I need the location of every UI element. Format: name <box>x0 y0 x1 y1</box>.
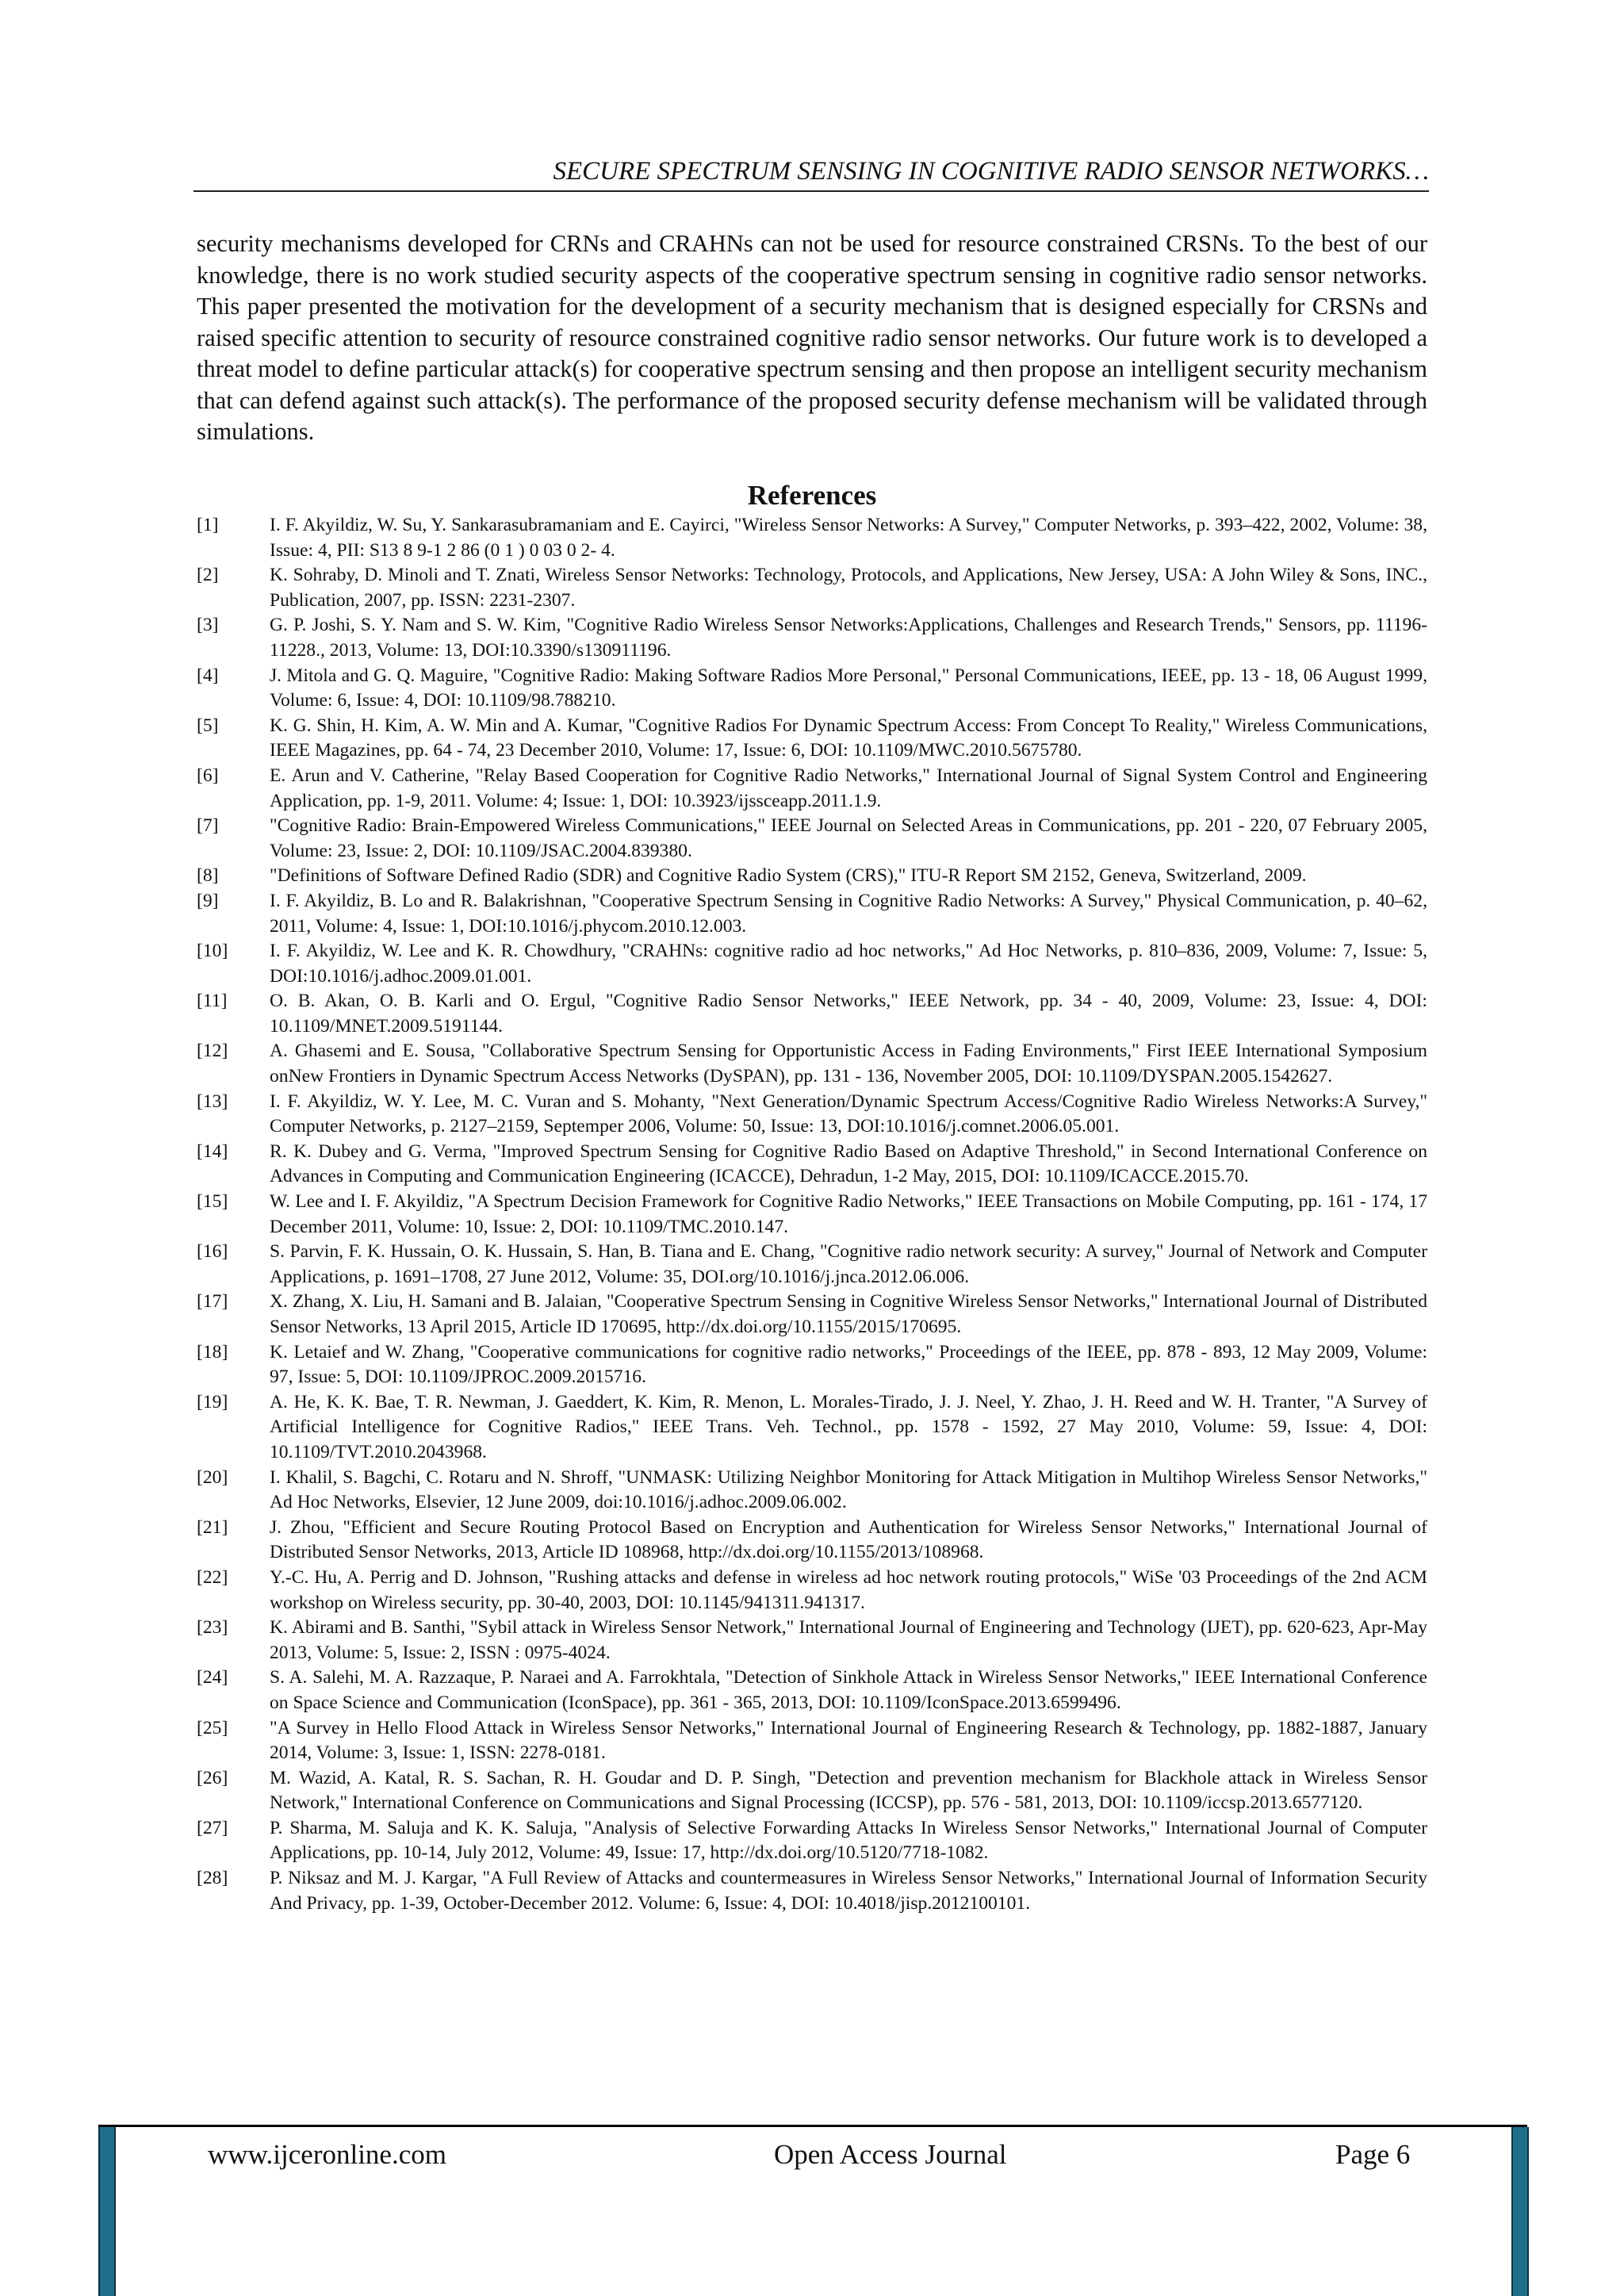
reference-item <box>197 889 1427 939</box>
reference-number: [17] <box>197 1291 228 1313</box>
reference-number: [13] <box>197 1091 228 1112</box>
reference-item <box>197 764 1427 814</box>
reference-text: R. K. Dubey and G. Verma, "Improved Spectrum Sensing for Cognitive Radio Based on Adaptive Threshold," in Second International Conference on Advances in Computing and Communication Engineering (ICACCE), Dehradun, 1-2 May, 2015, DOI: 10.1109/ICACCE.2015.70. <box>270 1140 1427 1187</box>
footer-page-number: Page 6 <box>1335 2139 1411 2170</box>
reference-number: [22] <box>197 1566 228 1588</box>
reference-item <box>197 613 1427 663</box>
reference-number: [8] <box>197 865 219 887</box>
intro-paragraph: security mechanisms developed for CRNs and CRAHNs can not be used for resource constrained CRSNs. To the best of our knowledge, there is no work studied security aspects of the cooperative spectrum sensing in cognitive radio sensor networks. This paper presented the motivation for the development of a security mechanism that is designed especially for CRSNs and raised specific attention to security of resource constrained cognitive radio sensor networks. Our future work is to developed a threat model to define particular attack(s) for cooperative spectrum sensing and then propose an intelligent security mechanism that can defend against such attack(s). The performance of the proposed security defense mechanism will be validated through simulations. <box>197 230 1427 445</box>
reference-item <box>197 1566 1427 1616</box>
reference-item <box>197 1240 1427 1290</box>
reference-item <box>197 939 1427 989</box>
reference-text: "A Survey in Hello Flood Attack in Wireless Sensor Networks," International Journal of Engineering Research & Technology, pp. 1882-1887, January 2014, Volume: 3, Issue: 1, ISSN: 2278-0181. <box>270 1717 1427 1764</box>
reference-item <box>197 1140 1427 1190</box>
reference-text: A. Ghasemi and E. Sousa, "Collaborative Spectrum Sensing for Opportunistic Access in Fading Environments," First IEEE International Symposium onNew Frontiers in Dynamic Spectrum Access Networks (DySPAN), pp. 131 - 136, November 2005, DOI: 10.1109/DYSPAN.2005.1542627. <box>270 1041 1427 1087</box>
running-head: SECURE SPECTRUM SENSING IN COGNITIVE RADIO SENSOR NETWORKS… <box>553 157 1429 186</box>
reference-text: P. Niksaz and M. J. Kargar, "A Full Review of Attacks and countermeasures in Wireless Sensor Networks," International Journal of Information Security And Privacy, pp. 1-39, October-December 2012. Volume: 6, Issue: 4, DOI: 10.4018/jisp.2012100101. <box>270 1868 1427 1914</box>
reference-number: [5] <box>197 715 219 736</box>
reference-text: K. Letaief and W. Zhang, "Cooperative communications for cognitive radio networks," Proceedings of the IEEE, pp. 878 - 893, 12 May 2009, Volume: 97, Issue: 5, DOI: 10.1109/JPROC.2009.2015716. <box>270 1341 1427 1388</box>
reference-text: M. Wazid, A. Katal, R. S. Sachan, R. H. Goudar and D. P. Singh, "Detection and prevention mechanism for Blackhole attack in Wireless Sensor Network," International Conference on Communications and Signal Processing (ICCSP), pp. 576 - 581, 2013, DOI: 10.1109/iccsp.2013.6577120. <box>270 1767 1427 1814</box>
reference-item <box>197 664 1427 714</box>
reference-number: [7] <box>197 815 219 837</box>
reference-item <box>197 714 1427 764</box>
reference-text: I. F. Akyildiz, W. Su, Y. Sankarasubramaniam and E. Cayirci, "Wireless Sensor Networks: A Survey," Computer Networks, p. 393–422, 2002, Volume: 38, Issue: 4, PII: S13 8 9-1 2 86 (0 1 ) 0 03 0 2- 4. <box>270 515 1427 561</box>
reference-item <box>197 1766 1427 1816</box>
reference-text: P. Sharma, M. Saluja and K. K. Saluja, "Analysis of Selective Forwarding Attacks In Wireless Sensor Networks," International Journal of Computer Applications, pp. 10-14, July 2012, Volume: 49, Issue: 17, http://dx.doi.org/10.5120/7718-1082. <box>270 1817 1427 1864</box>
reference-number: [27] <box>197 1817 228 1838</box>
reference-number: [11] <box>197 991 228 1012</box>
reference-number: [12] <box>197 1041 228 1062</box>
reference-item <box>197 814 1427 864</box>
reference-item <box>197 1090 1427 1140</box>
reference-item <box>197 1039 1427 1089</box>
reference-text: I. F. Akyildiz, B. Lo and R. Balakrishnan, "Cooperative Spectrum Sensing in Cognitive Radio Networks: A Survey," Physical Communication, p. 40–62, 2011, Volume: 4, Issue: 1, DOI:10.1016/j.phycom.2010.12.003. <box>270 890 1427 937</box>
reference-number: [1] <box>197 515 219 535</box>
reference-number: [28] <box>197 1868 228 1889</box>
reference-item <box>197 563 1427 613</box>
reference-number: [19] <box>197 1391 228 1412</box>
reference-number: [4] <box>197 665 219 686</box>
reference-number: [15] <box>197 1191 228 1213</box>
reference-text: Y.-C. Hu, A. Perrig and D. Johnson, "Rushing attacks and defense in wireless ad hoc network routing protocols," WiSe '03 Proceedings of the 2nd ACM workshop on Wireless security, pp. 30-40, 2003, DOI: 10.1145/941311.941317. <box>270 1566 1427 1613</box>
reference-item <box>197 1616 1427 1665</box>
reference-text: I. F. Akyildiz, W. Y. Lee, M. C. Vuran and S. Mohanty, "Next Generation/Dynamic Spectrum Access/Cognitive Radio Wireless Networks:A Survey," Computer Networks, p. 2127–2159, Septemper 2006, Volume: 50, Issue: 13, DOI:10.1016/j.comnet.2006.05.001. <box>270 1091 1427 1137</box>
reference-item <box>197 513 1427 563</box>
reference-text: K. Abirami and B. Santhi, "Sybil attack in Wireless Sensor Network," International Journal of Engineering and Technology (IJET), pp. 620-623, Apr-May 2013, Volume: 5, Issue: 2, ISSN : 0975-4024. <box>270 1617 1427 1663</box>
reference-text: G. P. Joshi, S. Y. Nam and S. W. Kim, "Cognitive Radio Wireless Sensor Networks:Applications, Challenges and Research Trends," Sensors, pp. 11196-11228., 2013, Volume: 13, DOI:10.3390/s130911196. <box>270 615 1427 661</box>
reference-text: I. Khalil, S. Bagchi, C. Rotaru and N. Shroff, "UNMASK: Utilizing Neighbor Monitoring for Attack Mitigation in Multihop Wireless Sensor Networks," Ad Hoc Networks, Elsevier, 12 June 2009, doi:10.1016/j.adhoc.2009.06.002. <box>270 1466 1427 1513</box>
reference-item <box>197 1466 1427 1516</box>
reference-number: [6] <box>197 765 219 786</box>
reference-number: [14] <box>197 1140 228 1162</box>
reference-number: [26] <box>197 1767 228 1788</box>
reference-text: J. Mitola and G. Q. Maguire, "Cognitive Radio: Making Software Radios More Personal," Personal Communications, IEEE, pp. 13 - 18, 06 August 1999, Volume: 6, Issue: 4, DOI: 10.1109/98.788210. <box>270 665 1427 711</box>
reference-item <box>197 1866 1427 1916</box>
footer-right-bar <box>1511 2127 1529 2296</box>
reference-number: [3] <box>197 615 219 636</box>
reference-number: [9] <box>197 890 219 911</box>
reference-item <box>197 1340 1427 1390</box>
reference-number: [24] <box>197 1667 228 1688</box>
footer-left-bar <box>98 2127 116 2296</box>
reference-number: [10] <box>197 941 228 962</box>
reference-text: "Definitions of Software Defined Radio (SDR) and Cognitive Radio System (CRS)," ITU-R Report SM 2152, Geneva, Switzerland, 2009. <box>270 865 1307 887</box>
reference-number: [25] <box>197 1717 228 1738</box>
reference-item <box>197 864 1427 889</box>
reference-text: E. Arun and V. Catherine, "Relay Based Cooperation for Cognitive Radio Networks," International Journal of Signal System Control and Engineering Application, pp. 1-9, 2011. Volume: 4; Issue: 1, DOI: 10.3923/ijssceapp.2011.1.9. <box>270 765 1427 811</box>
reference-text: J. Zhou, "Efficient and Secure Routing Protocol Based on Encryption and Authentication for Wireless Sensor Networks," International Journal of Distributed Sensor Networks, 2013, Article ID 108968, http://dx.doi.org/10.1155/2013/108968. <box>270 1516 1427 1563</box>
footer-rule <box>98 2125 1527 2127</box>
reference-text: I. F. Akyildiz, W. Lee and K. R. Chowdhury, "CRAHNs: cognitive radio ad hoc networks," Ad Hoc Networks, p. 810–836, 2009, Volume: 7, Issue: 5, DOI:10.1016/j.adhoc.2009.01.001. <box>270 941 1427 987</box>
reference-text: A. He, K. K. Bae, T. R. Newman, J. Gaeddert, K. Kim, R. Menon, L. Morales-Tirado, J. J. Neel, Y. Zhao, J. H. Reed and W. H. Tranter, "A Survey of Artificial Intelligence for Cognitive Radios," IEEE Trans. Veh. Technol., pp. 1578 - 1592, 27 May 2010, Volume: 59, Issue: 4, DOI: 10.1109/TVT.2010.2043968. <box>270 1391 1427 1462</box>
reference-text: X. Zhang, X. Liu, H. Samani and B. Jalaian, "Cooperative Spectrum Sensing in Cognitive Wireless Sensor Networks," International Journal of Distributed Sensor Networks, 13 April 2015, Article ID 170695, http://dx.doi.org/10.1155/2015/170695. <box>270 1291 1427 1337</box>
reference-text: K. G. Shin, H. Kim, A. W. Min and A. Kumar, "Cognitive Radios For Dynamic Spectrum Access: From Concept To Reality," Wireless Communications, IEEE Magazines, pp. 64 - 74, 23 December 2010, Volume: 17, Issue: 6, DOI: 10.1109/MWC.2010.5675780. <box>270 715 1427 761</box>
reference-item <box>197 1390 1427 1466</box>
reference-text: S. A. Salehi, M. A. Razzaque, P. Naraei and A. Farrokhtala, "Detection of Sinkhole Attack in Wireless Sensor Networks," IEEE International Conference on Space Science and Communication (IconSpace), pp. 361 - 365, 2013, DOI: 10.1109/IconSpace.2013.6599496. <box>270 1667 1427 1713</box>
reference-text: K. Sohraby, D. Minoli and T. Znati, Wireless Sensor Networks: Technology, Protocols, and Applications, New Jersey, USA: A John Wiley & Sons, INC., Publication, 2007, pp. ISSN: 2231-2307. <box>270 565 1427 611</box>
reference-item <box>197 1816 1427 1866</box>
reference-item <box>197 989 1427 1039</box>
reference-number: [21] <box>197 1516 228 1538</box>
reference-item <box>197 1716 1427 1766</box>
reference-item <box>197 1190 1427 1240</box>
footer-website-link[interactable]: www.ijceronline.com <box>208 2139 446 2170</box>
reference-number: [18] <box>197 1341 228 1363</box>
reference-number: [2] <box>197 565 219 586</box>
reference-text: W. Lee and I. F. Akyildiz, "A Spectrum Decision Framework for Cognitive Radio Networks," IEEE Transactions on Mobile Computing, pp. 161 - 174, 17 December 2011, Volume: 10, Issue: 2, DOI: 10.1109/TMC.2010.147. <box>270 1191 1427 1237</box>
references-heading: References <box>747 480 877 511</box>
reference-list <box>197 513 1427 1916</box>
reference-item <box>197 1290 1427 1340</box>
reference-text: "Cognitive Radio: Brain-Empowered Wireless Communications," IEEE Journal on Selected Areas in Communications, pp. 201 - 220, 07 February 2005, Volume: 23, Issue: 2, DOI: 10.1109/JSAC.2004.839380. <box>270 815 1427 861</box>
header-rule <box>193 190 1429 192</box>
reference-item <box>197 1516 1427 1566</box>
reference-text: O. B. Akan, O. B. Karli and O. Ergul, "Cognitive Radio Sensor Networks," IEEE Network, pp. 34 - 40, 2009, Volume: 23, Issue: 4, DOI: 10.1109/MNET.2009.5191144. <box>270 991 1427 1037</box>
reference-number: [23] <box>197 1617 228 1639</box>
reference-number: [20] <box>197 1466 228 1488</box>
reference-item <box>197 1665 1427 1715</box>
reference-number: [16] <box>197 1241 228 1263</box>
footer-journal-label: Open Access Journal <box>774 2139 1007 2170</box>
reference-text: S. Parvin, F. K. Hussain, O. K. Hussain, S. Han, B. Tiana and E. Chang, "Cognitive radio network security: A survey," Journal of Network and Computer Applications, p. 1691–1708, 27 June 2012, Volume: 35, DOI.org/10.1016/j.jnca.2012.06.006. <box>270 1241 1427 1287</box>
